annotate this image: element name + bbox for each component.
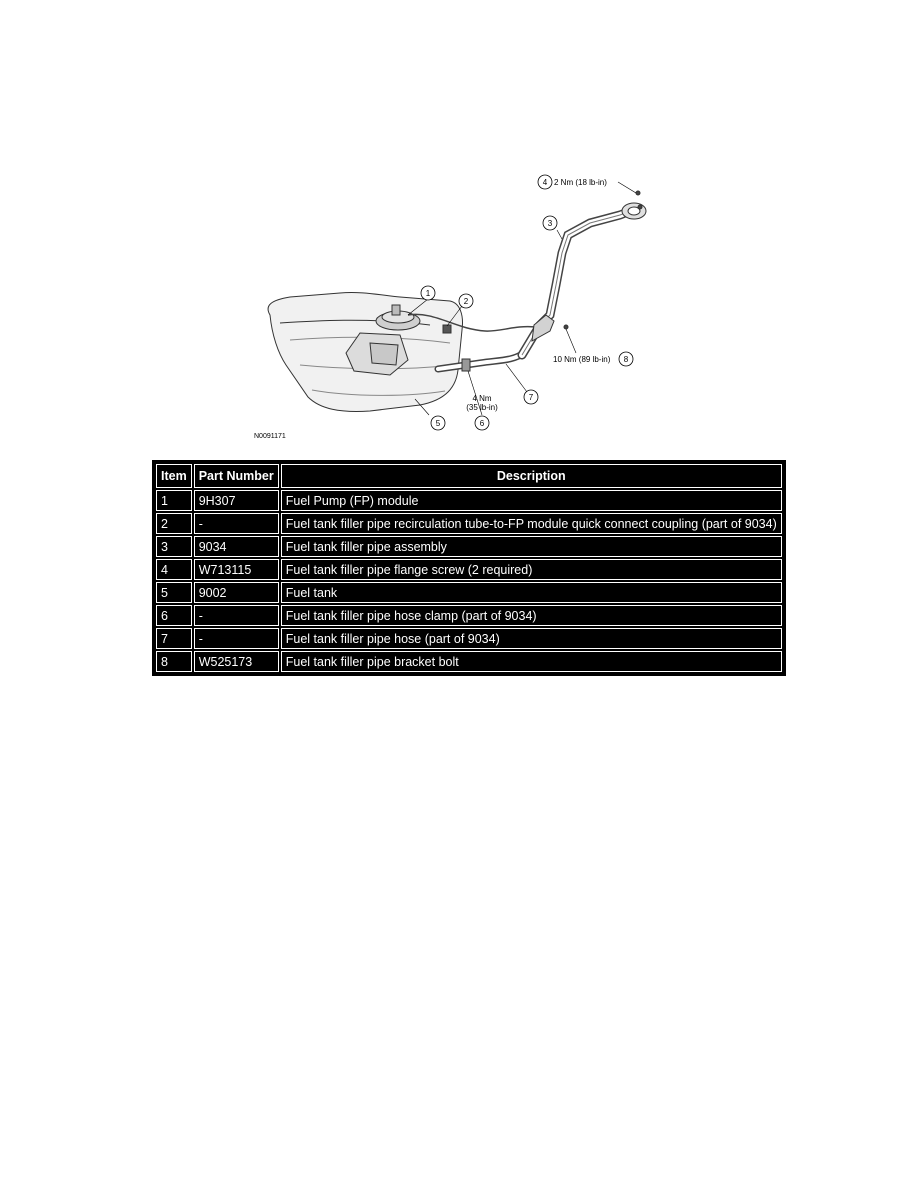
callout-1: [421, 286, 435, 300]
table-row: [156, 513, 782, 534]
cell-item: 3: [156, 536, 192, 557]
cell-description: Fuel tank filler pipe hose (part of 9034): [281, 628, 782, 649]
cell-item: 5: [156, 582, 192, 603]
cell-part-number: 9034: [194, 536, 279, 557]
cell-part-number: W713115: [194, 559, 279, 580]
cell-part-number: -: [194, 605, 279, 626]
bracket-bolt: [564, 325, 568, 329]
cell-item: 2: [156, 513, 192, 534]
svg-text:2: 2: [463, 297, 469, 306]
callout-3: [543, 216, 557, 230]
svg-text:4: 4: [542, 178, 548, 187]
cell-part-number: W525173: [194, 651, 279, 672]
table-row: [156, 559, 782, 580]
table-header-row: [156, 464, 782, 488]
svg-text:6: 6: [479, 419, 485, 428]
parts-table: [152, 460, 786, 676]
cell-description: Fuel tank filler pipe assembly: [281, 536, 782, 557]
svg-text:5: 5: [435, 419, 441, 428]
cell-description: Fuel tank filler pipe bracket bolt: [281, 651, 782, 672]
callout-6: [466, 394, 498, 430]
cell-description: Fuel tank filler pipe hose clamp (part of 9034): [281, 605, 782, 626]
callout-6-torque-line1: 4 Nm: [472, 394, 492, 403]
svg-text:7: 7: [528, 393, 534, 402]
cell-item: 1: [156, 490, 192, 511]
table-row: [156, 605, 782, 626]
table-row: [156, 628, 782, 649]
callout-7: [524, 390, 538, 404]
cell-item: 6: [156, 605, 192, 626]
cell-part-number: -: [194, 513, 279, 534]
table-row: [156, 536, 782, 557]
cell-item: 4: [156, 559, 192, 580]
callout-5: [431, 416, 445, 430]
fuel-tank-illustration: [250, 165, 660, 450]
cell-part-number: 9H307: [194, 490, 279, 511]
callout-4-torque: 2 Nm (18 lb-in): [554, 178, 607, 187]
filler-pipe-flange: [622, 203, 646, 219]
flange-screw: [638, 205, 642, 209]
fuel-tank-diagram: [250, 165, 660, 450]
cell-part-number: -: [194, 628, 279, 649]
cell-description: Fuel tank: [281, 582, 782, 603]
callout-2: [459, 294, 473, 308]
cell-item: 8: [156, 651, 192, 672]
hose-clamp: [462, 359, 470, 371]
cell-description: Fuel tank filler pipe recirculation tube-to-FP module quick connect coupling (part of 9034): [281, 513, 782, 534]
filler-pipe-bracket: [532, 315, 554, 341]
table-row: [156, 651, 782, 672]
figure-id: N0091171: [254, 433, 286, 440]
header-part-number: Part Number: [194, 464, 279, 488]
svg-text:8: 8: [623, 355, 629, 364]
callout-8: [553, 352, 633, 366]
cell-description: Fuel tank filler pipe flange screw (2 required): [281, 559, 782, 580]
table-row: [156, 490, 782, 511]
callout-6-torque-line2: (35 lb-in): [466, 403, 498, 412]
cell-part-number: 9002: [194, 582, 279, 603]
cell-item: 7: [156, 628, 192, 649]
svg-text:1: 1: [425, 289, 431, 298]
cell-description: Fuel Pump (FP) module: [281, 490, 782, 511]
header-description: Description: [281, 464, 782, 488]
callout-4: [538, 175, 607, 189]
header-item: Item: [156, 464, 192, 488]
table-row: [156, 582, 782, 603]
callout-8-torque: 10 Nm (89 lb-in): [553, 355, 611, 364]
flange-screw: [636, 191, 640, 195]
svg-text:3: 3: [547, 219, 553, 228]
